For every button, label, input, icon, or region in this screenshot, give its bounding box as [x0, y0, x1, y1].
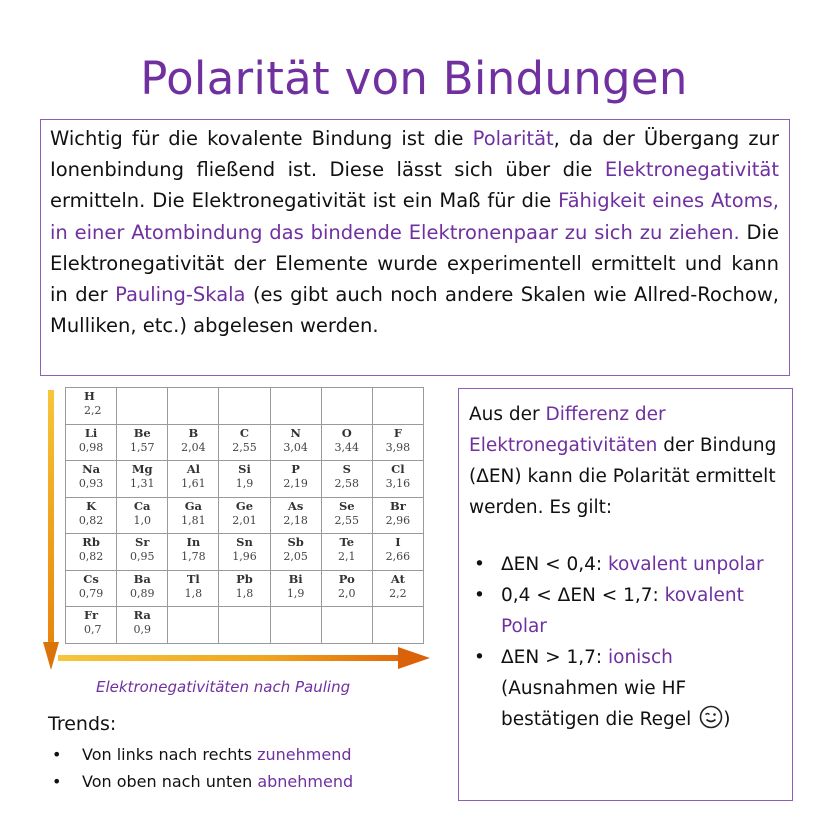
electronegativity-value: 2,2 — [389, 586, 407, 600]
element-symbol: Tl — [186, 571, 200, 586]
electronegativity-value: 1,78 — [181, 550, 206, 563]
intro-text: , da der Übergang zur Ionenbindung fließend ist. Diese lässt sich über die — [50, 127, 779, 182]
intro-text: Wichtig für die kovalente Bindung ist die — [50, 127, 473, 150]
element-symbol: B — [188, 425, 199, 440]
element-cell-fr — [66, 607, 117, 644]
element-cell-i — [372, 534, 423, 571]
electronegativity-value: 0,82 — [78, 513, 104, 527]
element-symbol: O — [341, 425, 352, 440]
element-cell-sb — [270, 534, 321, 571]
electronegativity-value: 2,0 — [338, 586, 356, 600]
intro-highlight-elektronegativitaet: Elektronegativität — [604, 158, 779, 182]
element-symbol: Sr — [135, 535, 150, 549]
element-cell-sn — [219, 534, 270, 571]
element-symbol: Cs — [83, 571, 99, 586]
element-symbol: Fr — [84, 608, 99, 622]
electronegativity-value: 0,98 — [78, 440, 104, 454]
table-row — [66, 534, 424, 571]
element-cell-in — [168, 534, 219, 571]
electronegativity-value: 0,89 — [129, 586, 155, 600]
element-cell-ge — [219, 497, 270, 534]
element-cell-at — [372, 570, 423, 607]
element-cell-b — [168, 424, 219, 461]
electronegativity-value: 2,66 — [385, 550, 411, 563]
element-symbol: Pb — [236, 571, 253, 586]
element-symbol: F — [393, 425, 402, 440]
element-cell-ca — [117, 497, 168, 534]
electronegativity-value: 0,79 — [78, 586, 104, 600]
electronegativity-value: 2,96 — [385, 513, 411, 527]
list-item — [469, 642, 782, 735]
intro-text-box — [40, 119, 790, 376]
empty-cell — [372, 607, 423, 644]
element-cell-as — [270, 497, 321, 534]
trend-text: Von oben nach unten — [82, 772, 258, 791]
rule-condition: ΔEN > 1,7: — [501, 647, 608, 668]
element-cell-mg — [117, 461, 168, 498]
table-row — [66, 461, 424, 498]
element-symbol: Ga — [184, 498, 202, 513]
electronegativity-value: 1,81 — [181, 513, 206, 527]
rule-closing: ) — [723, 709, 731, 730]
winking-face-icon — [699, 705, 723, 729]
element-symbol: Te — [339, 535, 355, 549]
element-cell-sr — [117, 534, 168, 571]
electronegativity-value: 1,31 — [129, 477, 155, 490]
electronegativity-value: 2,55 — [334, 513, 360, 527]
rule-list — [469, 549, 782, 735]
electronegativity-value: 2,18 — [283, 513, 308, 527]
electronegativity-value: 3,44 — [334, 440, 360, 454]
element-symbol: Cl — [391, 462, 405, 476]
element-cell-si — [219, 461, 270, 498]
right-arrow-icon — [58, 647, 430, 669]
trend-text: Von links nach rechts — [82, 745, 258, 764]
intro-highlight-definition: Fähigkeit eines Atoms, in einer Atombindung das bindende Elektronenpaar zu sich zu ziehen. — [50, 189, 779, 244]
element-cell-ra — [117, 607, 168, 644]
table-row — [66, 424, 424, 461]
empty-cell — [168, 388, 219, 425]
element-symbol: In — [186, 535, 201, 549]
empty-cell — [168, 607, 219, 644]
trend-highlight: abnehmend — [257, 772, 354, 791]
list-item — [48, 741, 353, 768]
element-symbol: Mg — [131, 462, 153, 476]
rule-intro — [469, 399, 782, 523]
element-symbol: Na — [82, 462, 101, 476]
element-cell-pb — [219, 570, 270, 607]
element-cell-se — [321, 497, 372, 534]
element-cell-c — [219, 424, 270, 461]
element-cell-f — [372, 424, 423, 461]
element-cell-rb — [66, 534, 117, 571]
table-row — [66, 388, 424, 425]
element-symbol: I — [395, 535, 401, 549]
list-item — [469, 549, 782, 580]
electronegativity-value: 1,57 — [129, 440, 155, 454]
element-symbol: Sb — [287, 535, 304, 549]
element-cell-cl — [372, 461, 423, 498]
list-item — [469, 580, 782, 642]
electronegativity-value: 2,55 — [232, 440, 257, 454]
element-cell-br — [372, 497, 423, 534]
empty-cell — [372, 388, 423, 425]
electronegativity-value: 3,98 — [385, 440, 411, 454]
element-symbol: Bi — [288, 571, 303, 586]
electronegativity-value: 2,04 — [181, 440, 206, 454]
element-cell-cs — [66, 570, 117, 607]
element-cell-h — [66, 388, 117, 425]
electronegativity-value: 2,05 — [283, 550, 308, 563]
trends-heading: Trends: — [48, 713, 117, 735]
element-symbol: K — [86, 498, 97, 513]
electronegativity-value: 1,61 — [181, 477, 206, 490]
intro-text: ermitteln. Die Elektronegativität ist ein Maß für die — [50, 189, 559, 213]
element-cell-p — [270, 461, 321, 498]
empty-cell — [117, 388, 168, 425]
trends-list — [48, 741, 353, 795]
element-symbol: As — [287, 498, 304, 513]
empty-cell — [219, 388, 270, 425]
periodic-table-image — [65, 387, 425, 645]
element-cell-ba — [117, 570, 168, 607]
element-symbol: Be — [133, 425, 151, 440]
element-cell-po — [321, 570, 372, 607]
intro-highlight-polaritaet: Polarität — [472, 127, 554, 150]
element-cell-be — [117, 424, 168, 461]
down-arrow-icon — [43, 390, 59, 670]
element-cell-li — [66, 424, 117, 461]
element-cell-ga — [168, 497, 219, 534]
element-cell-tl — [168, 570, 219, 607]
element-symbol: S — [342, 462, 351, 476]
electronegativity-value: 0,9 — [133, 623, 151, 636]
electronegativity-value: 2,1 — [338, 550, 356, 563]
element-cell-s — [321, 461, 372, 498]
element-symbol: Br — [390, 498, 406, 513]
electronegativity-value: 0,95 — [129, 550, 155, 563]
electronegativity-value: 2,2 — [84, 404, 102, 417]
trends-section — [48, 713, 353, 795]
empty-cell — [270, 388, 321, 425]
electronegativity-value: 3,16 — [385, 477, 411, 490]
electronegativity-value: 0,93 — [78, 477, 104, 490]
electronegativity-value: 1,9 — [286, 586, 305, 600]
element-symbol: Ca — [133, 498, 151, 513]
element-symbol: N — [290, 425, 301, 440]
table-row — [66, 570, 424, 607]
page-title: Polarität von Bindungen — [140, 52, 688, 105]
element-symbol: Si — [238, 462, 251, 476]
element-symbol: H — [84, 389, 95, 403]
table-row — [66, 497, 424, 534]
empty-cell — [321, 607, 372, 644]
empty-cell — [270, 607, 321, 644]
element-symbol: Al — [186, 462, 200, 476]
intro-text: (es gibt auch noch andere Skalen wie Allred-Rochow, Mulliken, etc.) abgelesen werden. — [50, 283, 779, 338]
rule-text: Aus der — [469, 404, 546, 425]
element-symbol: Rb — [82, 535, 100, 549]
electronegativity-value: 2,01 — [232, 513, 257, 527]
electronegativity-value: 1,0 — [133, 513, 151, 527]
element-cell-k — [66, 497, 117, 534]
polarity-rule-box — [458, 388, 793, 801]
trend-highlight: zunehmend — [257, 745, 352, 764]
list-item — [48, 768, 353, 795]
element-symbol: Po — [338, 571, 355, 586]
element-cell-o — [321, 424, 372, 461]
element-symbol: Ba — [133, 571, 151, 586]
element-symbol: Li — [84, 425, 98, 440]
table-caption: Elektronegativitäten nach Pauling — [96, 678, 351, 696]
element-cell-al — [168, 461, 219, 498]
electronegativity-value: 2,58 — [334, 477, 360, 490]
element-symbol: Se — [338, 498, 355, 513]
element-symbol: C — [239, 425, 250, 440]
intro-text: Die Elektronegativität der Elemente wurde experimentell ermittelt und kann in der — [50, 220, 779, 307]
element-symbol: Ra — [133, 608, 151, 622]
electronegativity-table — [65, 387, 424, 644]
rule-result: kovalent Polar — [501, 585, 744, 637]
electronegativity-value: 3,04 — [283, 440, 308, 454]
empty-cell — [321, 388, 372, 425]
element-symbol: At — [390, 571, 405, 586]
electronegativity-value: 2,19 — [283, 477, 308, 490]
electronegativity-value: 1,9 — [235, 477, 254, 490]
rule-condition: ΔEN < 0,4: — [501, 554, 608, 575]
rule-condition: 0,4 < ΔEN < 1,7: — [501, 585, 665, 606]
element-symbol: Sn — [236, 535, 253, 549]
electronegativity-value: 1,8 — [235, 586, 254, 600]
rule-highlight: Differenz der Elektronegativitäten — [469, 404, 666, 456]
element-cell-na — [66, 461, 117, 498]
rule-note: (Ausnahmen wie HF bestätigen die Regel — [501, 678, 698, 730]
electronegativity-value: 1,96 — [232, 550, 257, 563]
element-cell-te — [321, 534, 372, 571]
rule-result: kovalent unpolar — [607, 554, 764, 575]
element-cell-n — [270, 424, 321, 461]
rule-result: ionisch — [607, 647, 673, 668]
electronegativity-value: 0,82 — [78, 550, 104, 563]
electronegativity-value: 0,7 — [84, 623, 102, 636]
intro-highlight-pauling: Pauling-Skala — [115, 283, 246, 307]
element-cell-bi — [270, 570, 321, 607]
table-row — [66, 607, 424, 644]
empty-cell — [219, 607, 270, 644]
rule-text: der Bindung (ΔEN) kann die Polarität ermittelt werden. Es gilt: — [469, 435, 777, 518]
electronegativity-value: 1,8 — [184, 586, 203, 600]
element-symbol: Ge — [235, 498, 254, 513]
element-symbol: P — [291, 462, 300, 476]
